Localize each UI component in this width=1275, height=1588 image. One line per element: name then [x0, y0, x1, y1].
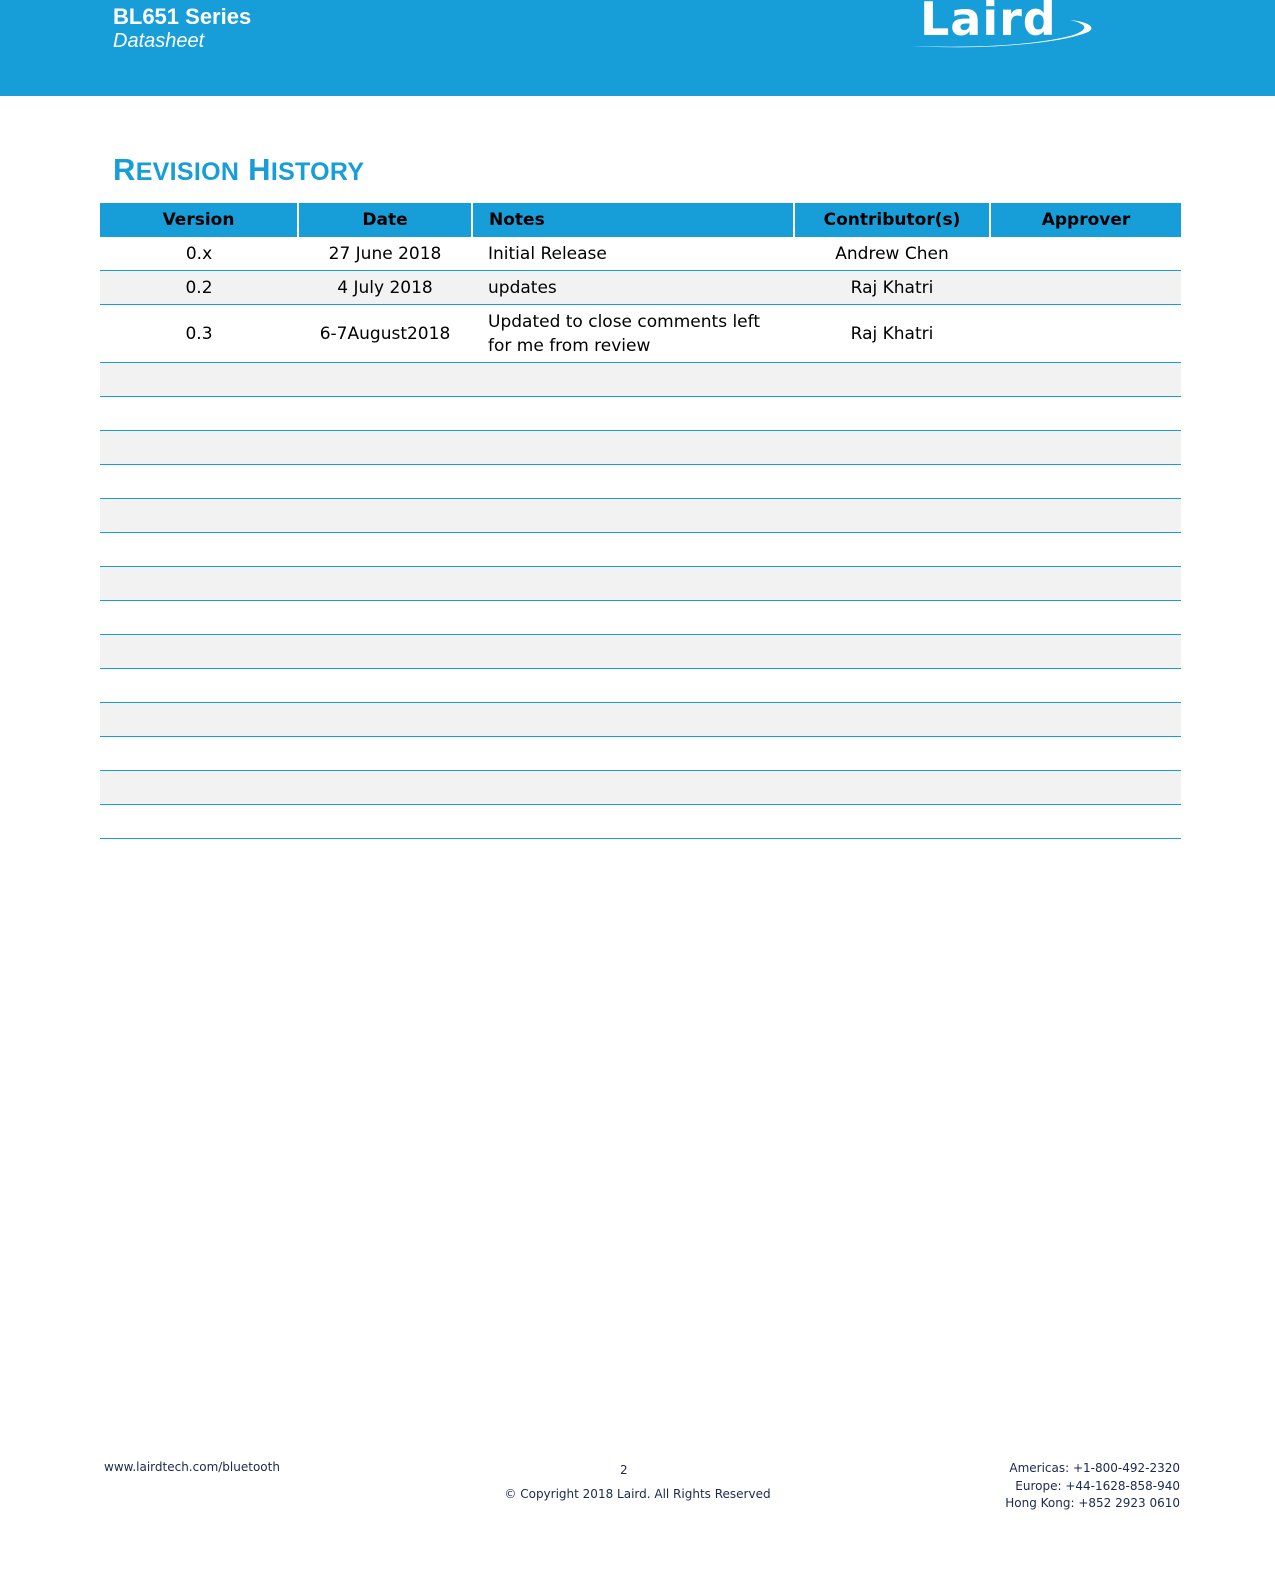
table-header-row	[100, 203, 1181, 237]
header-contributors: Contributor(s)	[794, 203, 990, 237]
table-row	[100, 237, 1181, 271]
header-banner	[0, 0, 1275, 96]
cell-approver	[990, 305, 1181, 363]
empty-table-row	[100, 431, 1181, 465]
cell-contributor: Andrew Chen	[794, 237, 990, 271]
cell-contributor: Raj Khatri	[794, 305, 990, 363]
empty-table-row	[100, 737, 1181, 771]
empty-table-row	[100, 567, 1181, 601]
section-title	[113, 152, 364, 188]
cell-approver	[990, 271, 1181, 305]
empty-table-row	[100, 805, 1181, 839]
header-approver: Approver	[990, 203, 1181, 237]
header-version: Version	[100, 203, 298, 237]
empty-table-row	[100, 669, 1181, 703]
empty-table-row	[100, 363, 1181, 397]
title-initial-h: H	[248, 152, 271, 187]
logo-wordmark: Laird	[920, 0, 1057, 46]
footer-website-link[interactable]: www.lairdtech.com/bluetooth	[104, 1460, 280, 1474]
cell-notes	[472, 305, 794, 363]
document-title: BL651 Series	[113, 4, 252, 29]
empty-table-row	[100, 397, 1181, 431]
title-rest-istory: ISTORY	[270, 158, 365, 186]
cell-version: 0.3	[100, 305, 298, 363]
cell-contributor: Raj Khatri	[794, 271, 990, 305]
cell-date: 4 July 2018	[298, 271, 472, 305]
cell-date: 27 June 2018	[298, 237, 472, 271]
header-notes: Notes	[472, 203, 794, 237]
footer-contacts	[1005, 1460, 1180, 1513]
cell-version: 0.2	[100, 271, 298, 305]
empty-table-row	[100, 499, 1181, 533]
table-row	[100, 271, 1181, 305]
cell-version: 0.x	[100, 237, 298, 271]
empty-table-row	[100, 601, 1181, 635]
empty-table-row	[100, 465, 1181, 499]
contact-hongkong: Hong Kong: +852 2923 0610	[1005, 1496, 1180, 1510]
contact-europe: Europe: +44-1628-858-940	[1015, 1478, 1180, 1493]
contact-americas: Americas: +1-800-492-2320	[1009, 1461, 1180, 1475]
laird-logo	[910, 0, 1110, 62]
footer-page-number: 2	[620, 1463, 628, 1477]
empty-table-row	[100, 771, 1181, 805]
cell-notes: updates	[472, 271, 794, 305]
cell-date: 6-7August2018	[298, 305, 472, 363]
table-row	[100, 305, 1181, 363]
cell-approver	[990, 237, 1181, 271]
title-initial-r: R	[113, 152, 136, 187]
empty-table-row	[100, 635, 1181, 669]
header-date: Date	[298, 203, 472, 237]
cell-notes-line: for me from review	[488, 335, 651, 356]
cell-notes-line: Updated to close comments left	[488, 311, 760, 332]
title-rest-evision: EVISION	[135, 158, 240, 186]
cell-notes: Initial Release	[472, 237, 794, 271]
empty-table-row	[100, 703, 1181, 737]
document-subtitle: Datasheet	[113, 30, 205, 52]
revision-history-table	[100, 203, 1181, 839]
empty-table-row	[100, 533, 1181, 567]
footer-copyright: © Copyright 2018 Laird. All Rights Reserved	[504, 1487, 771, 1501]
